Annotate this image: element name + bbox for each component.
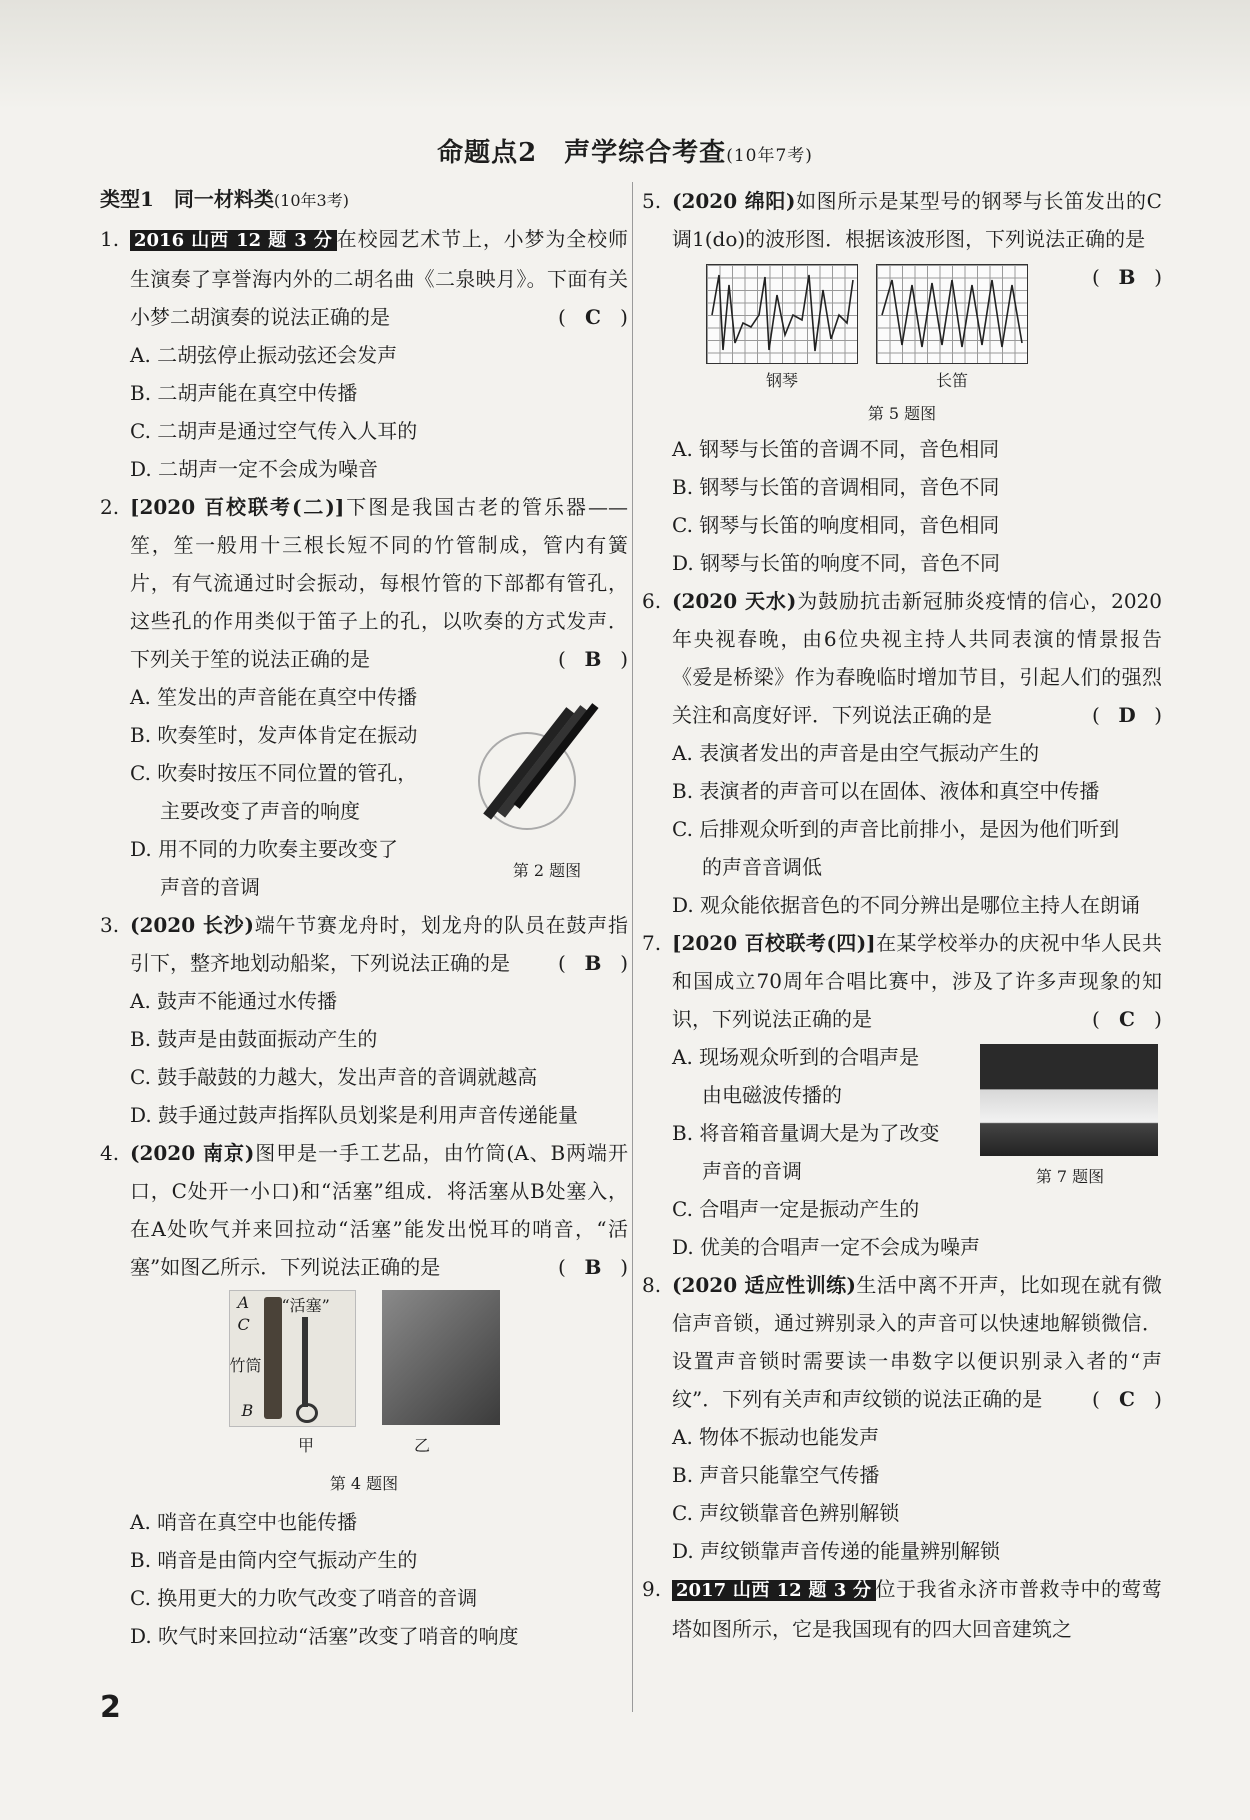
option: B. 声音只能靠空气传播 xyxy=(672,1463,880,1487)
choir-figure: 第 7 题图 xyxy=(980,1044,1160,1187)
type-heading: 类型1 同一材料类(10年3考) xyxy=(100,187,349,211)
option: A. 二胡弦停止振动弦还会发声 xyxy=(130,343,398,367)
option: A. 钢琴与长笛的音调不同，音色相同 xyxy=(672,437,1000,461)
piano-waveform xyxy=(706,264,858,364)
top-shadow xyxy=(0,0,1250,110)
sheng-instrument-image xyxy=(472,686,622,836)
option: B. 二胡声能在真空中传播 xyxy=(130,381,358,405)
answer-bracket: ( C ) xyxy=(1092,1007,1162,1031)
answer-bracket: ( B ) xyxy=(558,647,628,671)
option: B. 吹奏笙时，发声体肯定在振动 xyxy=(130,723,418,747)
option: A. 表演者发出的声音是由空气振动产生的 xyxy=(672,741,1040,765)
question-4-figure: A C “活塞” 竹筒 B 甲 乙 第 4 题图 xyxy=(100,1290,628,1503)
option: C. 鼓手敲鼓的力越大，发出声音的音调就越高 xyxy=(130,1065,538,1089)
option: D. 吹气时来回拉动“活塞”改变了哨音的响度 xyxy=(130,1624,519,1648)
option: B. 哨音是由筒内空气振动产生的 xyxy=(130,1548,418,1572)
option-cont: 的声音音调低 xyxy=(702,855,822,879)
question-5-figure: 钢琴 长笛 第 5 题图 xyxy=(642,264,1162,424)
page-number: 2 xyxy=(100,1690,121,1725)
question-9: 9. 2017 山西 12 题 3 分 位于我省永济市普救寺中的莺莺塔如图所示，它是我国现有的四大回音建筑之 xyxy=(642,1577,1162,1641)
option: D. 二胡声一定不会成为噪音 xyxy=(130,457,379,481)
option: D. 声纹锁靠声音传递的能量辨别解锁 xyxy=(672,1539,1001,1563)
bamboo-tube-image xyxy=(264,1297,282,1419)
option: B. 钢琴与长笛的音调相同，音色不同 xyxy=(672,475,1000,499)
figure-caption: 第 4 题图 xyxy=(329,1474,399,1493)
question-8: 8. (2020 适应性训练)生活中离不开声，比如现在就有微信声音锁，通过辨别录入的声音可以快速地解锁微信．设置声音锁时需要读一串数字以便识别录入者的“声纹”．下列有关声和声纹锁的说法正确的是 ( C ) xyxy=(642,1266,1162,1418)
answer-bracket: ( B ) xyxy=(1092,265,1162,289)
option: D. 鼓手通过鼓声指挥队员划桨是利用声音传递能量 xyxy=(130,1103,579,1127)
option: A. 鼓声不能通过水传播 xyxy=(130,989,338,1013)
section-title: 命题点2 声学综合考查(10年7考) xyxy=(437,138,813,168)
option: D. 观众能依据音色的不同分辨出是哪位主持人在朗诵 xyxy=(672,893,1141,917)
option: B. 将音箱音量调大是为了改变 xyxy=(672,1121,940,1145)
option: A. 哨音在真空中也能传播 xyxy=(130,1510,358,1534)
question-1: 1. 2016 山西 12 题 3 分 在校园艺术节上，小梦为全校师生演奏了享誉海内外的二胡名曲《二泉映月》。下面有关小梦二胡演奏的说法正确的是 ( C ) xyxy=(100,220,628,336)
option-cont: 声音的音调 xyxy=(160,875,260,899)
source-tag: 2017 山西 12 题 3 分 xyxy=(672,1580,876,1601)
option: A. 笙发出的声音能在真空中传播 xyxy=(130,685,418,709)
flute-waveform xyxy=(876,264,1028,364)
piston-image xyxy=(302,1317,308,1407)
column-divider xyxy=(632,182,633,1712)
question-2: 2. [2020 百校联考(二)]下图是我国古老的管乐器——笙，笙一般用十三根长短不同的竹管制成，管内有簧片，有气流通过时会振动，每根竹管的下部都有管孔，这些孔的作用类似于笛子上的孔，以吹奏的方式发声．下列关于笙的说法正确的是 ( B ) xyxy=(100,488,628,678)
option: B. 鼓声是由鼓面振动产生的 xyxy=(130,1027,378,1051)
option: C. 钢琴与长笛的响度相同，音色相同 xyxy=(672,513,1000,537)
choir-photo xyxy=(980,1044,1158,1156)
answer-bracket: ( B ) xyxy=(558,1255,628,1279)
question-3: 3. (2020 长沙)端午节赛龙舟时，划龙舟的队员在鼓声指引下，整齐地划动船桨，下列说法正确的是 ( B ) xyxy=(100,906,628,982)
option: C. 换用更大的力吹气改变了哨音的音调 xyxy=(130,1586,478,1610)
option-cont: 主要改变了声音的响度 xyxy=(160,799,360,823)
option: D. 用不同的力吹奏主要改变了 xyxy=(130,837,399,861)
answer-bracket: ( B ) xyxy=(558,951,628,975)
figure-caption: 第 2 题图 xyxy=(512,861,582,880)
option-cont: 由电磁波传播的 xyxy=(702,1083,842,1107)
figure-yi-photo xyxy=(382,1290,500,1425)
question-6: 6. (2020 天水)为鼓励抗击新冠肺炎疫情的信心，2020年央视春晚，由6位央视主持人共同表演的情景报告《爱是桥梁》作为春晚临时增加节目，引起人们的强烈关注和高度好评．下列说法正确的是 ( D ) xyxy=(642,582,1162,734)
option: C. 二胡声是通过空气传入人耳的 xyxy=(130,419,418,443)
option-cont: 声音的音调 xyxy=(702,1159,802,1183)
right-column xyxy=(642,182,1162,1648)
answer-bracket: ( D ) xyxy=(1092,703,1162,727)
option: A. 物体不振动也能发声 xyxy=(672,1425,880,1449)
question-7: 7. [2020 百校联考(四)]在某学校举办的庆祝中华人民共和国成立70周年合唱比赛中，涉及了许多声现象的知识，下列说法正确的是 ( C ) xyxy=(642,924,1162,1038)
option: C. 吹奏时按压不同位置的管孔， xyxy=(130,761,418,785)
answer-bracket: ( C ) xyxy=(558,305,628,329)
figure-jia: A C “活塞” 竹筒 B xyxy=(229,1290,356,1427)
option: C. 合唱声一定是振动产生的 xyxy=(672,1197,920,1221)
source-tag: 2016 山西 12 题 3 分 xyxy=(130,230,337,251)
option: A. 现场观众听到的合唱声是 xyxy=(672,1045,920,1069)
option: B. 表演者的声音可以在固体、液体和真空中传播 xyxy=(672,779,1100,803)
option: D. 钢琴与长笛的响度不同，音色不同 xyxy=(672,551,1001,575)
option: C. 后排观众听到的声音比前排小，是因为他们听到 xyxy=(672,817,1120,841)
option: D. 优美的合唱声一定不会成为噪声 xyxy=(672,1235,981,1259)
question-5: 5. (2020 绵阳)如图所示是某型号的钢琴与长笛发出的C调1(do)的波形图．根据该波形图，下列说法正确的是 ( B ) xyxy=(642,182,1162,258)
option: C. 声纹锁靠音色辨别解锁 xyxy=(672,1501,900,1525)
figure-caption: 第 5 题图 xyxy=(867,404,937,423)
answer-bracket: ( C ) xyxy=(1092,1387,1162,1411)
sheng-figure xyxy=(472,686,622,880)
left-column xyxy=(100,180,628,1655)
question-4: 4. (2020 南京)图甲是一手工艺品，由竹筒(A、B两端开口，C处开一小口)和“活塞”组成．将活塞从B处塞入，在A处吹气并来回拉动“活塞”能发出悦耳的哨音，“活塞”如图乙所示．下列说法正确的是 ( B ) xyxy=(100,1134,628,1286)
